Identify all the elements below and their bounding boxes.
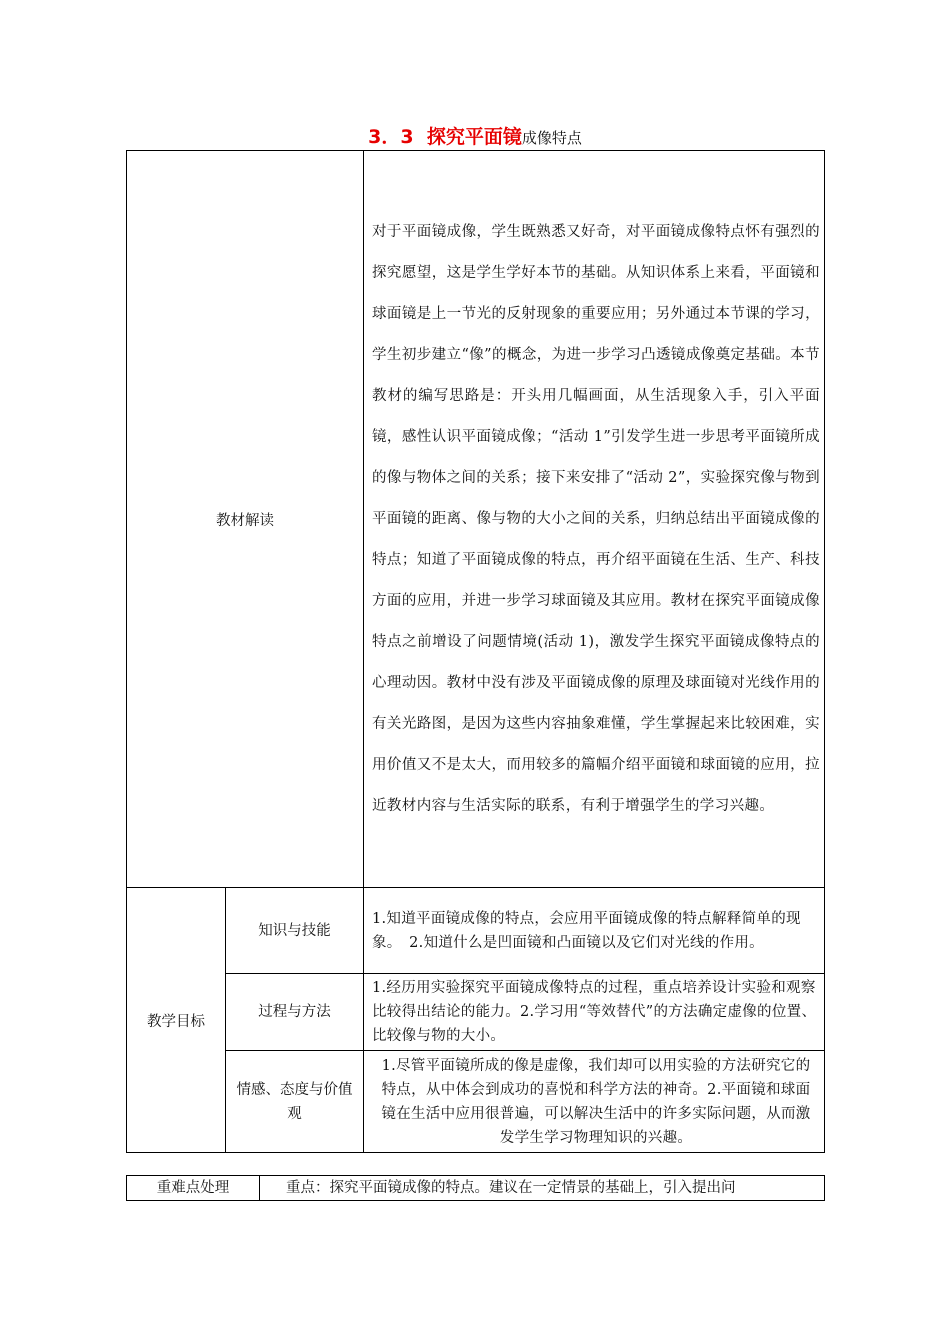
teaching-goals-label: 教学目标 xyxy=(127,888,226,1153)
key-difficulty-label: 重难点处理 xyxy=(127,1176,260,1201)
goal-attitude-content: 1.尽管平面镜所成的像是虚像，我们却可以用实验的方法研究它的特点，从中体会到成功的喜悦和科学方法的神奇。2.平面镜和球面镜在生活中应用很普遍，可以解决生活中的许多实际问题，从而激发学生学习物理知识的兴趣。 xyxy=(364,1051,825,1153)
goal-knowledge-content: 1.知道平面镜成像的特点，会应用平面镜成像的特点解释简单的现象。 2.知道什么是凹面镜和凸面镜以及它们对光线的作用。 xyxy=(364,888,825,974)
title-main: 探究平面镜 xyxy=(426,126,522,148)
title-number: 3．3 xyxy=(368,126,414,148)
key-difficulty-table xyxy=(126,1175,825,1201)
title-suffix: 成像特点 xyxy=(521,129,582,147)
textbook-reading-content: 对于平面镜成像，学生既熟悉又好奇，对平面镜成像特点怀有强烈的探究愿望，这是学生学好本节的基础。从知识体系上来看，平面镜和球面镜是上一节光的反射现象的重要应用；另外通过本节课的学习，学生初步建立“像”的概念，为进一步学习凸透镜成像奠定基础。本节教材的编写思路是：开头用几幅画面，从生活现象入手，引入平面镜，感性认识平面镜成像；“活动 1”引发学生进一步思考平面镜所成的像与物体之间的关系；接下来安排了“活动 2”，实验探究像与物到平面镜的距离、像与物的大小之间的关系，归纳总结出平面镜成像的特点；知道了平面镜成像的特点，再介绍平面镜在生活、生产、科技方面的应用，并进一步学习球面镜及其应用。教材在探究平面镜成像特点之前增设了问题情境(活动 1)，激发学生探究平面镜成像特点的心理动因。教材中没有涉及平面镜成像的原理及球面镜对光线作用的有关光路图，是因为这些内容抽象难懂，学生掌握起来比较困难，实用价值又不是太大，而用较多的篇幅介绍平面镜和球面镜的应用，拉近教材内容与生活实际的联系，有利于增强学生的学习兴趣。 xyxy=(364,151,825,888)
goal-process-label: 过程与方法 xyxy=(226,974,364,1051)
key-difficulty-content: 重点：探究平面镜成像的特点。建议在一定情景的基础上，引入提出问 xyxy=(260,1176,825,1201)
page-title xyxy=(0,124,950,151)
lesson-plan-table xyxy=(126,150,825,1153)
goal-attitude-label: 情感、态度与价值观 xyxy=(226,1051,364,1153)
goal-knowledge-label: 知识与技能 xyxy=(226,888,364,974)
goal-process-content: 1.经历用实验探究平面镜成像特点的过程，重点培养设计实验和观察比较得出结论的能力。2.学习用“等效替代”的方法确定虚像的位置、比较像与物的大小。 xyxy=(364,974,825,1051)
textbook-reading-label: 教材解读 xyxy=(127,151,364,888)
